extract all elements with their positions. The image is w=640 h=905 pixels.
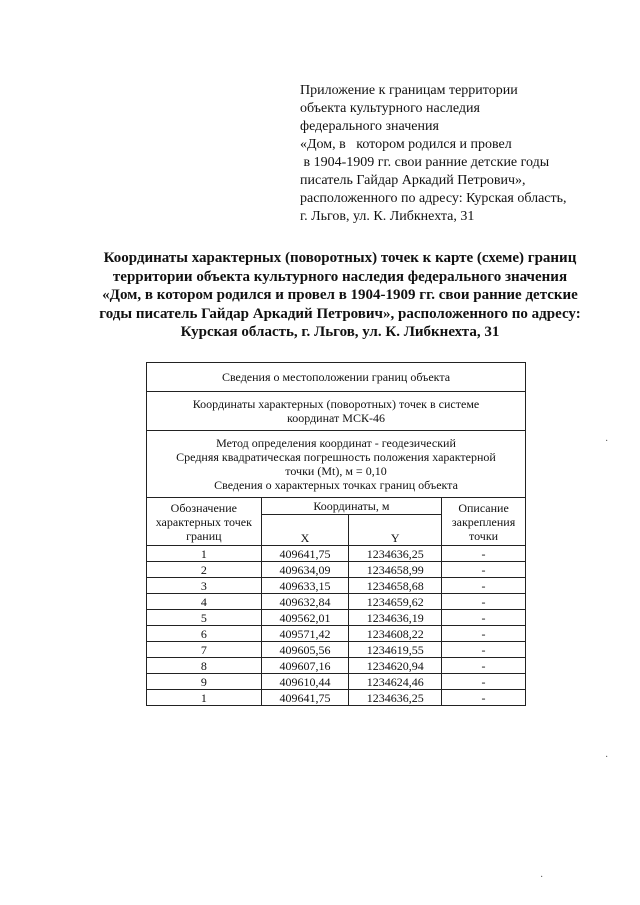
scan-mark: · [605, 436, 609, 447]
desc-cell: - [442, 674, 526, 690]
desc-cell: - [442, 610, 526, 626]
coords-header: Координаты, м [261, 498, 441, 515]
location-info-cell: Сведения о местоположении границ объекта [147, 363, 526, 392]
y-header: Y [349, 515, 442, 546]
desc-cell: - [442, 690, 526, 706]
point-cell: 2 [147, 562, 262, 578]
desc-cell: - [442, 546, 526, 562]
y-cell: 1234624,46 [349, 674, 442, 690]
table-row [147, 594, 526, 610]
description-header-line: закрепления [451, 514, 516, 529]
x-cell: 409641,75 [261, 546, 349, 562]
title-line: Координаты характерных (поворотных) точек к карте (схеме) границ [103, 250, 577, 266]
appendix-line: «Дом, в котором родился и провел [300, 137, 512, 152]
appendix-line: расположенного по адресу: Курская область, [300, 191, 567, 206]
desc-cell: - [442, 594, 526, 610]
y-cell: 1234659,62 [349, 594, 442, 610]
designation-header [147, 498, 262, 546]
y-cell: 1234636,19 [349, 610, 442, 626]
point-cell: 1 [147, 690, 262, 706]
desc-cell: - [442, 626, 526, 642]
appendix-line: объекта культурного наследия [300, 101, 480, 116]
designation-header-line: Обозначение [170, 500, 237, 515]
table-row [147, 658, 526, 674]
table-row [147, 562, 526, 578]
desc-cell: - [442, 578, 526, 594]
designation-header-line: границ [186, 528, 222, 543]
table-header-row [147, 498, 526, 515]
y-cell: 1234636,25 [349, 546, 442, 562]
table-info-row [147, 363, 526, 392]
x-cell: 409607,16 [261, 658, 349, 674]
point-cell: 1 [147, 546, 262, 562]
method-line: Метод определения координат - геодезический [216, 436, 456, 450]
description-header-line: точки [469, 528, 499, 543]
point-cell: 9 [147, 674, 262, 690]
y-cell: 1234619,55 [349, 642, 442, 658]
appendix-line: в 1904-1909 гг. свои ранние детские годы [300, 155, 550, 170]
x-cell: 409641,75 [261, 690, 349, 706]
y-cell: 1234636,25 [349, 690, 442, 706]
y-cell: 1234658,68 [349, 578, 442, 594]
table-row [147, 674, 526, 690]
y-cell: 1234658,99 [349, 562, 442, 578]
document-title [60, 249, 620, 342]
title-line: Курская область, г. Льгов, ул. К. Либкнехта, 31 [180, 324, 500, 340]
method-line: Средняя квадратическая погрешность положения характерной [176, 450, 496, 464]
x-cell: 409632,84 [261, 594, 349, 610]
point-cell: 5 [147, 610, 262, 626]
appendix-line: федерального значения [300, 119, 439, 134]
table-row [147, 578, 526, 594]
description-header-line: Описание [458, 500, 509, 515]
x-cell: 409634,09 [261, 562, 349, 578]
point-cell: 6 [147, 626, 262, 642]
x-cell: 409562,01 [261, 610, 349, 626]
table-row [147, 690, 526, 706]
designation-header-line: характерных точек [155, 514, 252, 529]
x-cell: 409633,15 [261, 578, 349, 594]
coord-system-line: координат МСК-46 [287, 411, 385, 425]
title-line: территории объекта культурного наследия федерального значения [112, 268, 568, 285]
coord-system-line: Координаты характерных (поворотных) точек в системе [192, 397, 480, 411]
table-row [147, 610, 526, 626]
x-cell: 409605,56 [261, 642, 349, 658]
table-method-row [147, 431, 526, 498]
title-line: «Дом, в котором родился и провел в 1904-1909 гг. свои ранние детские [102, 287, 578, 303]
coordinates-table [146, 362, 526, 706]
table-body [147, 546, 526, 706]
point-cell: 3 [147, 578, 262, 594]
table-row [147, 642, 526, 658]
method-line: Сведения о характерных точках границ объекта [214, 478, 458, 492]
x-header: X [261, 515, 349, 546]
scan-mark: · [605, 752, 609, 763]
x-cell: 409610,44 [261, 674, 349, 690]
method-cell [147, 431, 526, 498]
table-row [147, 546, 526, 562]
appendix-note [300, 82, 620, 226]
appendix-line: г. Льгов, ул. К. Либкнехта, 31 [300, 209, 475, 224]
title-line: годы писатель Гайдар Аркадий Петрович», расположенного по адресу: [99, 305, 581, 322]
point-cell: 4 [147, 594, 262, 610]
y-cell: 1234620,94 [349, 658, 442, 674]
method-line: точки (Mt), м = 0,10 [285, 464, 387, 478]
appendix-line: писатель Гайдар Аркадий Петрович», [300, 173, 526, 188]
desc-cell: - [442, 562, 526, 578]
table-coord-system-row [147, 392, 526, 431]
desc-cell: - [442, 658, 526, 674]
appendix-line: Приложение к границам территории [300, 83, 518, 98]
y-cell: 1234608,22 [349, 626, 442, 642]
scan-mark: · [540, 872, 544, 883]
table-row [147, 626, 526, 642]
description-header [442, 498, 526, 546]
desc-cell: - [442, 642, 526, 658]
x-cell: 409571,42 [261, 626, 349, 642]
point-cell: 8 [147, 658, 262, 674]
coord-system-cell [147, 392, 526, 431]
point-cell: 7 [147, 642, 262, 658]
